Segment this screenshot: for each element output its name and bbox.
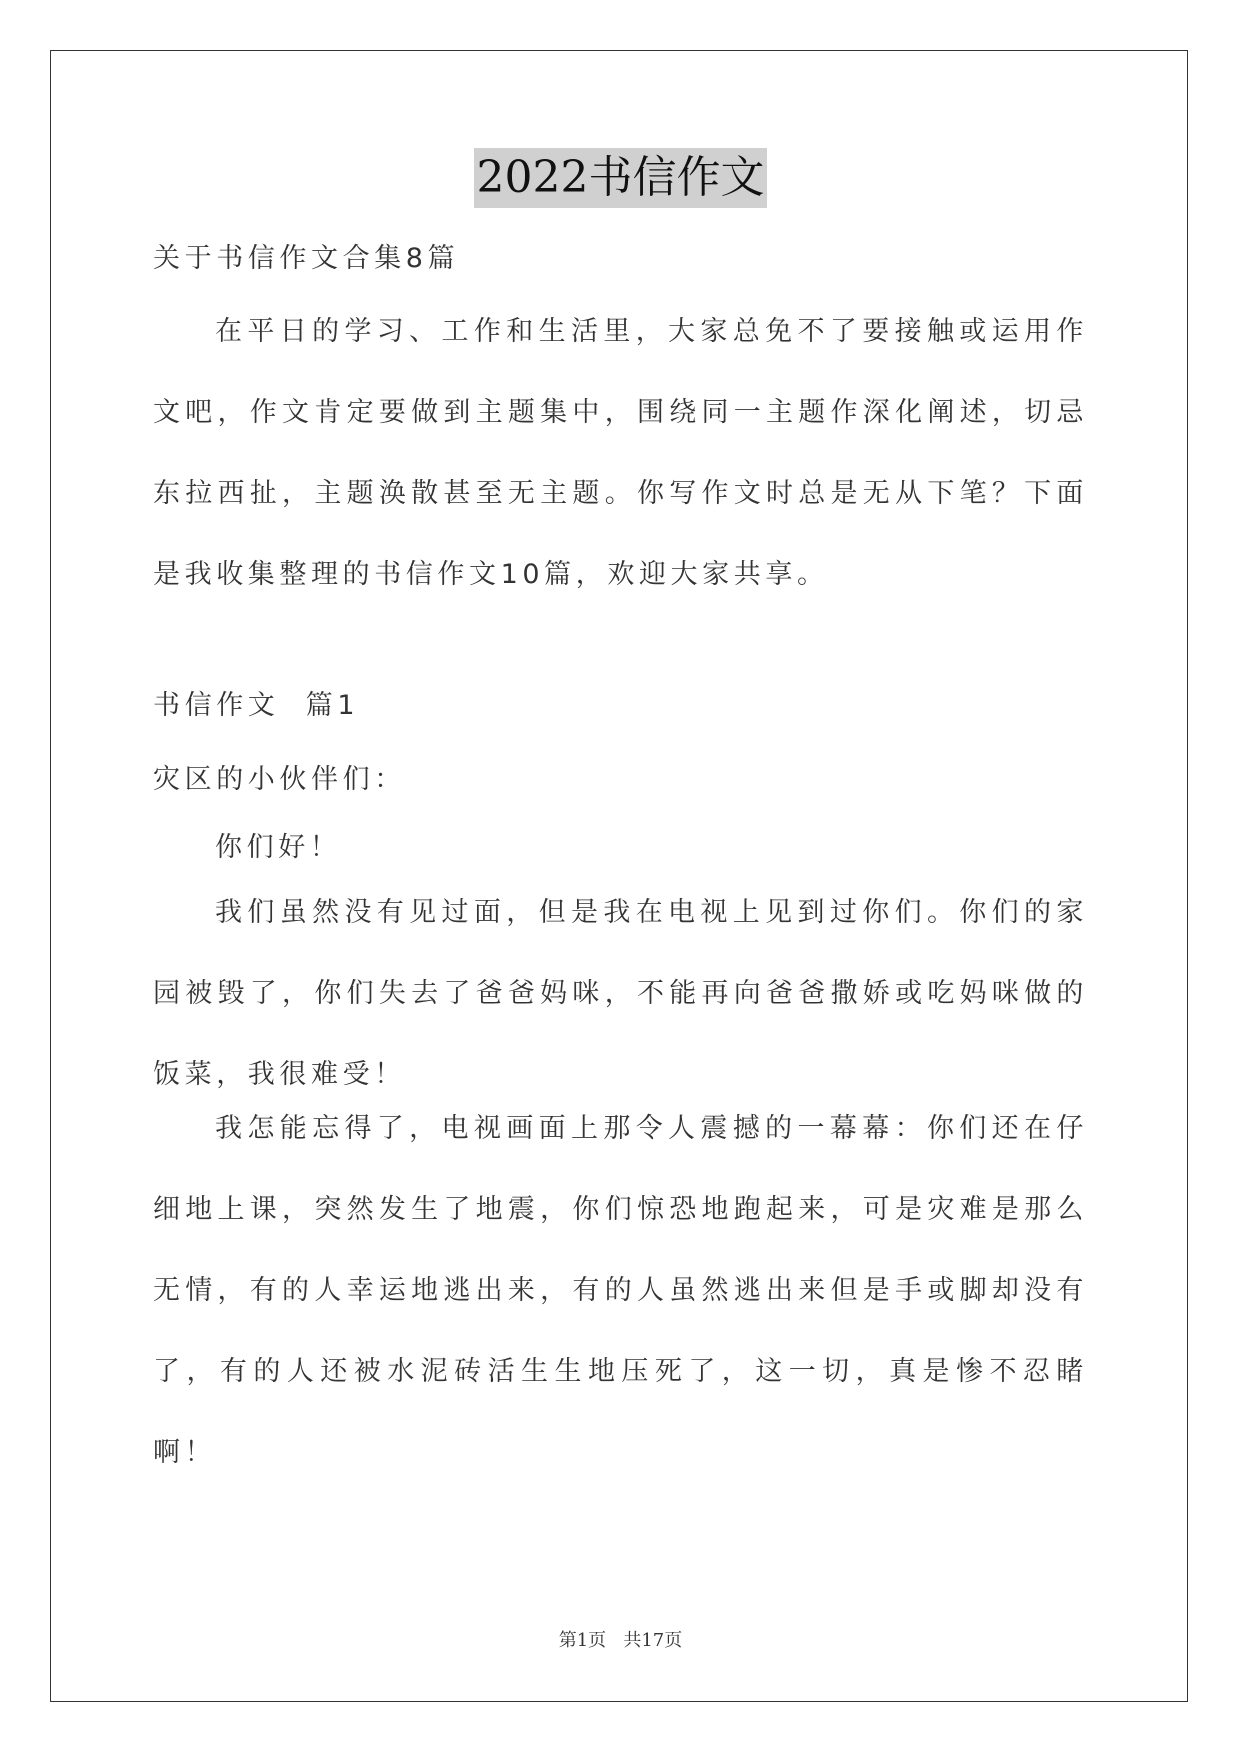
section-heading: 书信作文 篇1	[153, 690, 360, 721]
greeting: 你们好！	[215, 832, 342, 863]
page-footer: 第1页 共17页	[558, 1630, 683, 1651]
letter-paragraph-1: 我们虽然没有见过面，但是我在电视上见到过你们。你们的家园被毁了，你们失去了爸爸妈咪，不能再向爸爸撒娇或吃妈咪做的饭菜，我很难受！	[153, 897, 1088, 1090]
letter-paragraph-2: 我怎能忘得了，电视画面上那令人震撼的一幕幕：你们还在仔细地上课，突然发生了地震，你们惊恐地跑起来，可是灾难是那么无情，有的人幸运地逃出来，有的人虽然逃出来但是手或脚却没有了，有的人还被水泥砖活生生地压死了，这一切，真是惨不忍睹啊！	[153, 1113, 1088, 1468]
document-title: 2022书信作文	[474, 148, 768, 208]
intro-paragraph: 在平日的学习、工作和生活里，大家总免不了要接触或运用作文吧，作文肯定要做到主题集中，围绕同一主题作深化阐述，切忌东拉西扯，主题涣散甚至无主题。你写作文时总是无从下笔？下面是我收集整理的书信作文10篇，欢迎大家共享。	[153, 316, 1088, 590]
salutation: 灾区的小伙伴们：	[153, 764, 406, 795]
document-subtitle: 关于书信作文合集8篇	[153, 243, 460, 274]
title-wrap	[0, 148, 1241, 208]
